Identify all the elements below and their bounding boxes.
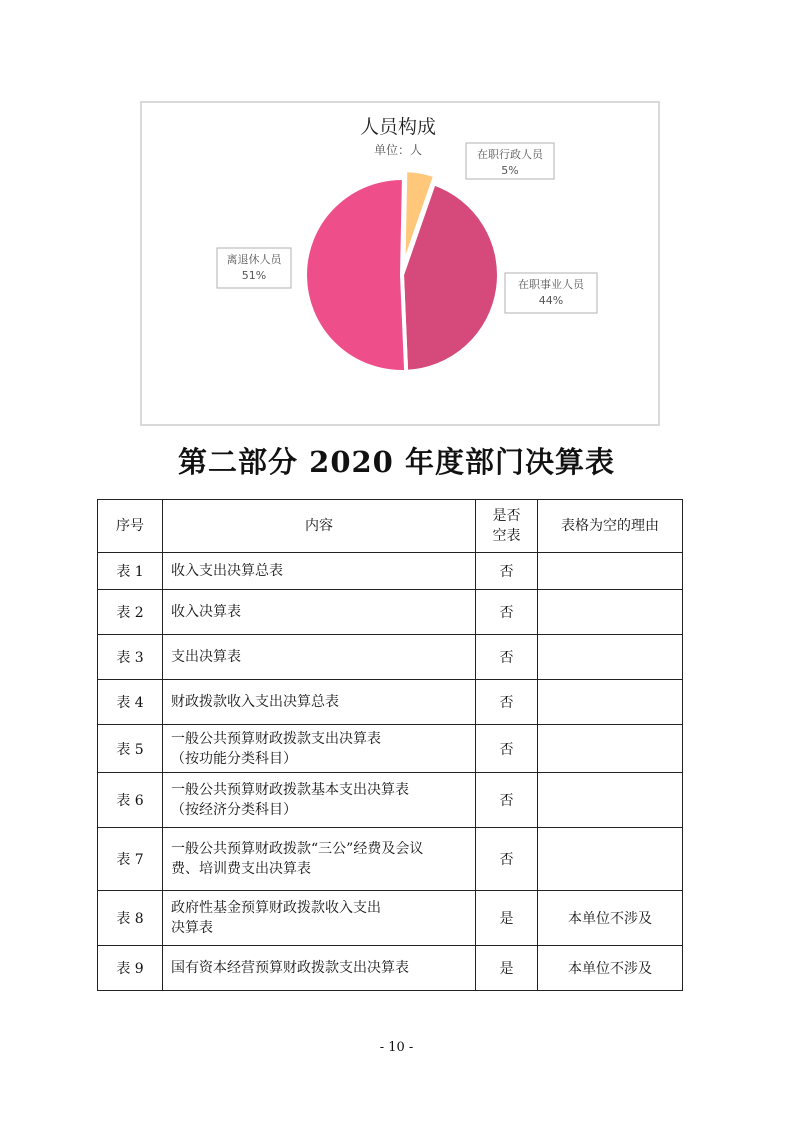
pie-label-percent: 51% [241,269,267,282]
cell-empty-reason [538,680,683,725]
cell-content-line: 费、培训费支出决算表 [171,861,311,877]
cell-no: 表 8 [98,891,163,946]
cell-content [163,635,476,680]
pie-label-name: 在职行政人员 [477,148,543,161]
header-no: 序号 [98,500,163,553]
cell-content [163,828,476,891]
cell-content-line: （按功能分类科目） [171,750,297,767]
cell-empty-reason [538,725,683,773]
cell-empty-reason [538,635,683,680]
cell-is-empty: 是 [476,891,538,946]
cell-no: 表 1 [98,553,163,590]
table-row [98,946,683,991]
cell-content [163,680,476,725]
pie-label-percent: 5% [501,164,519,177]
report-catalog-table [97,499,683,991]
cell-is-empty: 否 [476,635,538,680]
table-row [98,680,683,725]
cell-content [163,725,476,773]
cell-no: 表 9 [98,946,163,991]
cell-content [163,553,476,590]
table-header-row [98,500,683,553]
cell-no: 表 5 [98,725,163,773]
cell-is-empty: 否 [476,725,538,773]
cell-empty-reason [538,773,683,828]
cell-is-empty: 否 [476,773,538,828]
table-body [98,553,683,991]
section-title: 第二部分 2020 年度部门决算表 [178,445,615,479]
header-reason: 表格为空的理由 [538,500,683,553]
table-row [98,590,683,635]
header-empty [476,500,538,553]
cell-no: 表 4 [98,680,163,725]
pie-slices [305,170,499,372]
pie-label-name: 离退休人员 [226,253,282,266]
table-row [98,553,683,590]
header-empty-line2: 空表 [492,528,521,544]
cell-content-line: 一般公共预算财政拨款支出决算表 [171,730,381,747]
cell-content-line: 支出决算表 [171,649,241,665]
pie-slice [305,178,406,372]
pie-chart-canvas [142,103,658,424]
pie-label [505,273,597,313]
cell-content [163,891,476,946]
cell-content-line: 收入决算表 [171,604,241,620]
cell-content-line: 财政拨款收入支出决算总表 [171,694,339,710]
header-empty-line1: 是否 [492,508,521,524]
cell-content-line: 一般公共预算财政拨款基本支出决算表 [171,782,409,798]
chart-subtitle: 单位：人 [373,143,423,157]
cell-content-line: 政府性基金预算财政拨款收入支出 [171,900,381,916]
cell-is-empty: 是 [476,946,538,991]
cell-content-line: 一般公共预算财政拨款“三公”经费及会议 [171,841,424,857]
cell-content-line: （按经济分类科目） [171,802,297,818]
cell-no: 表 3 [98,635,163,680]
cell-content-line: 决算表 [171,920,213,936]
cell-is-empty: 否 [476,828,538,891]
cell-content [163,946,476,991]
pie-label-percent: 44% [538,294,564,307]
cell-empty-reason: 本单位不涉及 [538,891,683,946]
table-row [98,635,683,680]
header-content: 内容 [163,500,476,553]
pie-label-name: 在职事业人员 [518,278,584,291]
table-row [98,725,683,773]
cell-is-empty: 否 [476,680,538,725]
table-row [98,891,683,946]
cell-no: 表 2 [98,590,163,635]
cell-is-empty: 否 [476,553,538,590]
cell-empty-reason [538,553,683,590]
pie-label [466,143,554,179]
pie-label [217,248,291,288]
personnel-pie-chart [140,101,660,426]
cell-content [163,773,476,828]
cell-no: 表 6 [98,773,163,828]
cell-content-line: 国有资本经营预算财政拨款支出决算表 [171,960,409,976]
cell-empty-reason: 本单位不涉及 [538,946,683,991]
cell-content-line: 收入支出决算总表 [171,563,283,579]
table-row [98,828,683,891]
cell-no: 表 7 [98,828,163,891]
chart-title: 人员构成 [359,116,437,138]
cell-is-empty: 否 [476,590,538,635]
cell-content [163,590,476,635]
table-row [98,773,683,828]
page-number: - 10 - [379,1040,414,1055]
cell-empty-reason [538,828,683,891]
cell-empty-reason [538,590,683,635]
